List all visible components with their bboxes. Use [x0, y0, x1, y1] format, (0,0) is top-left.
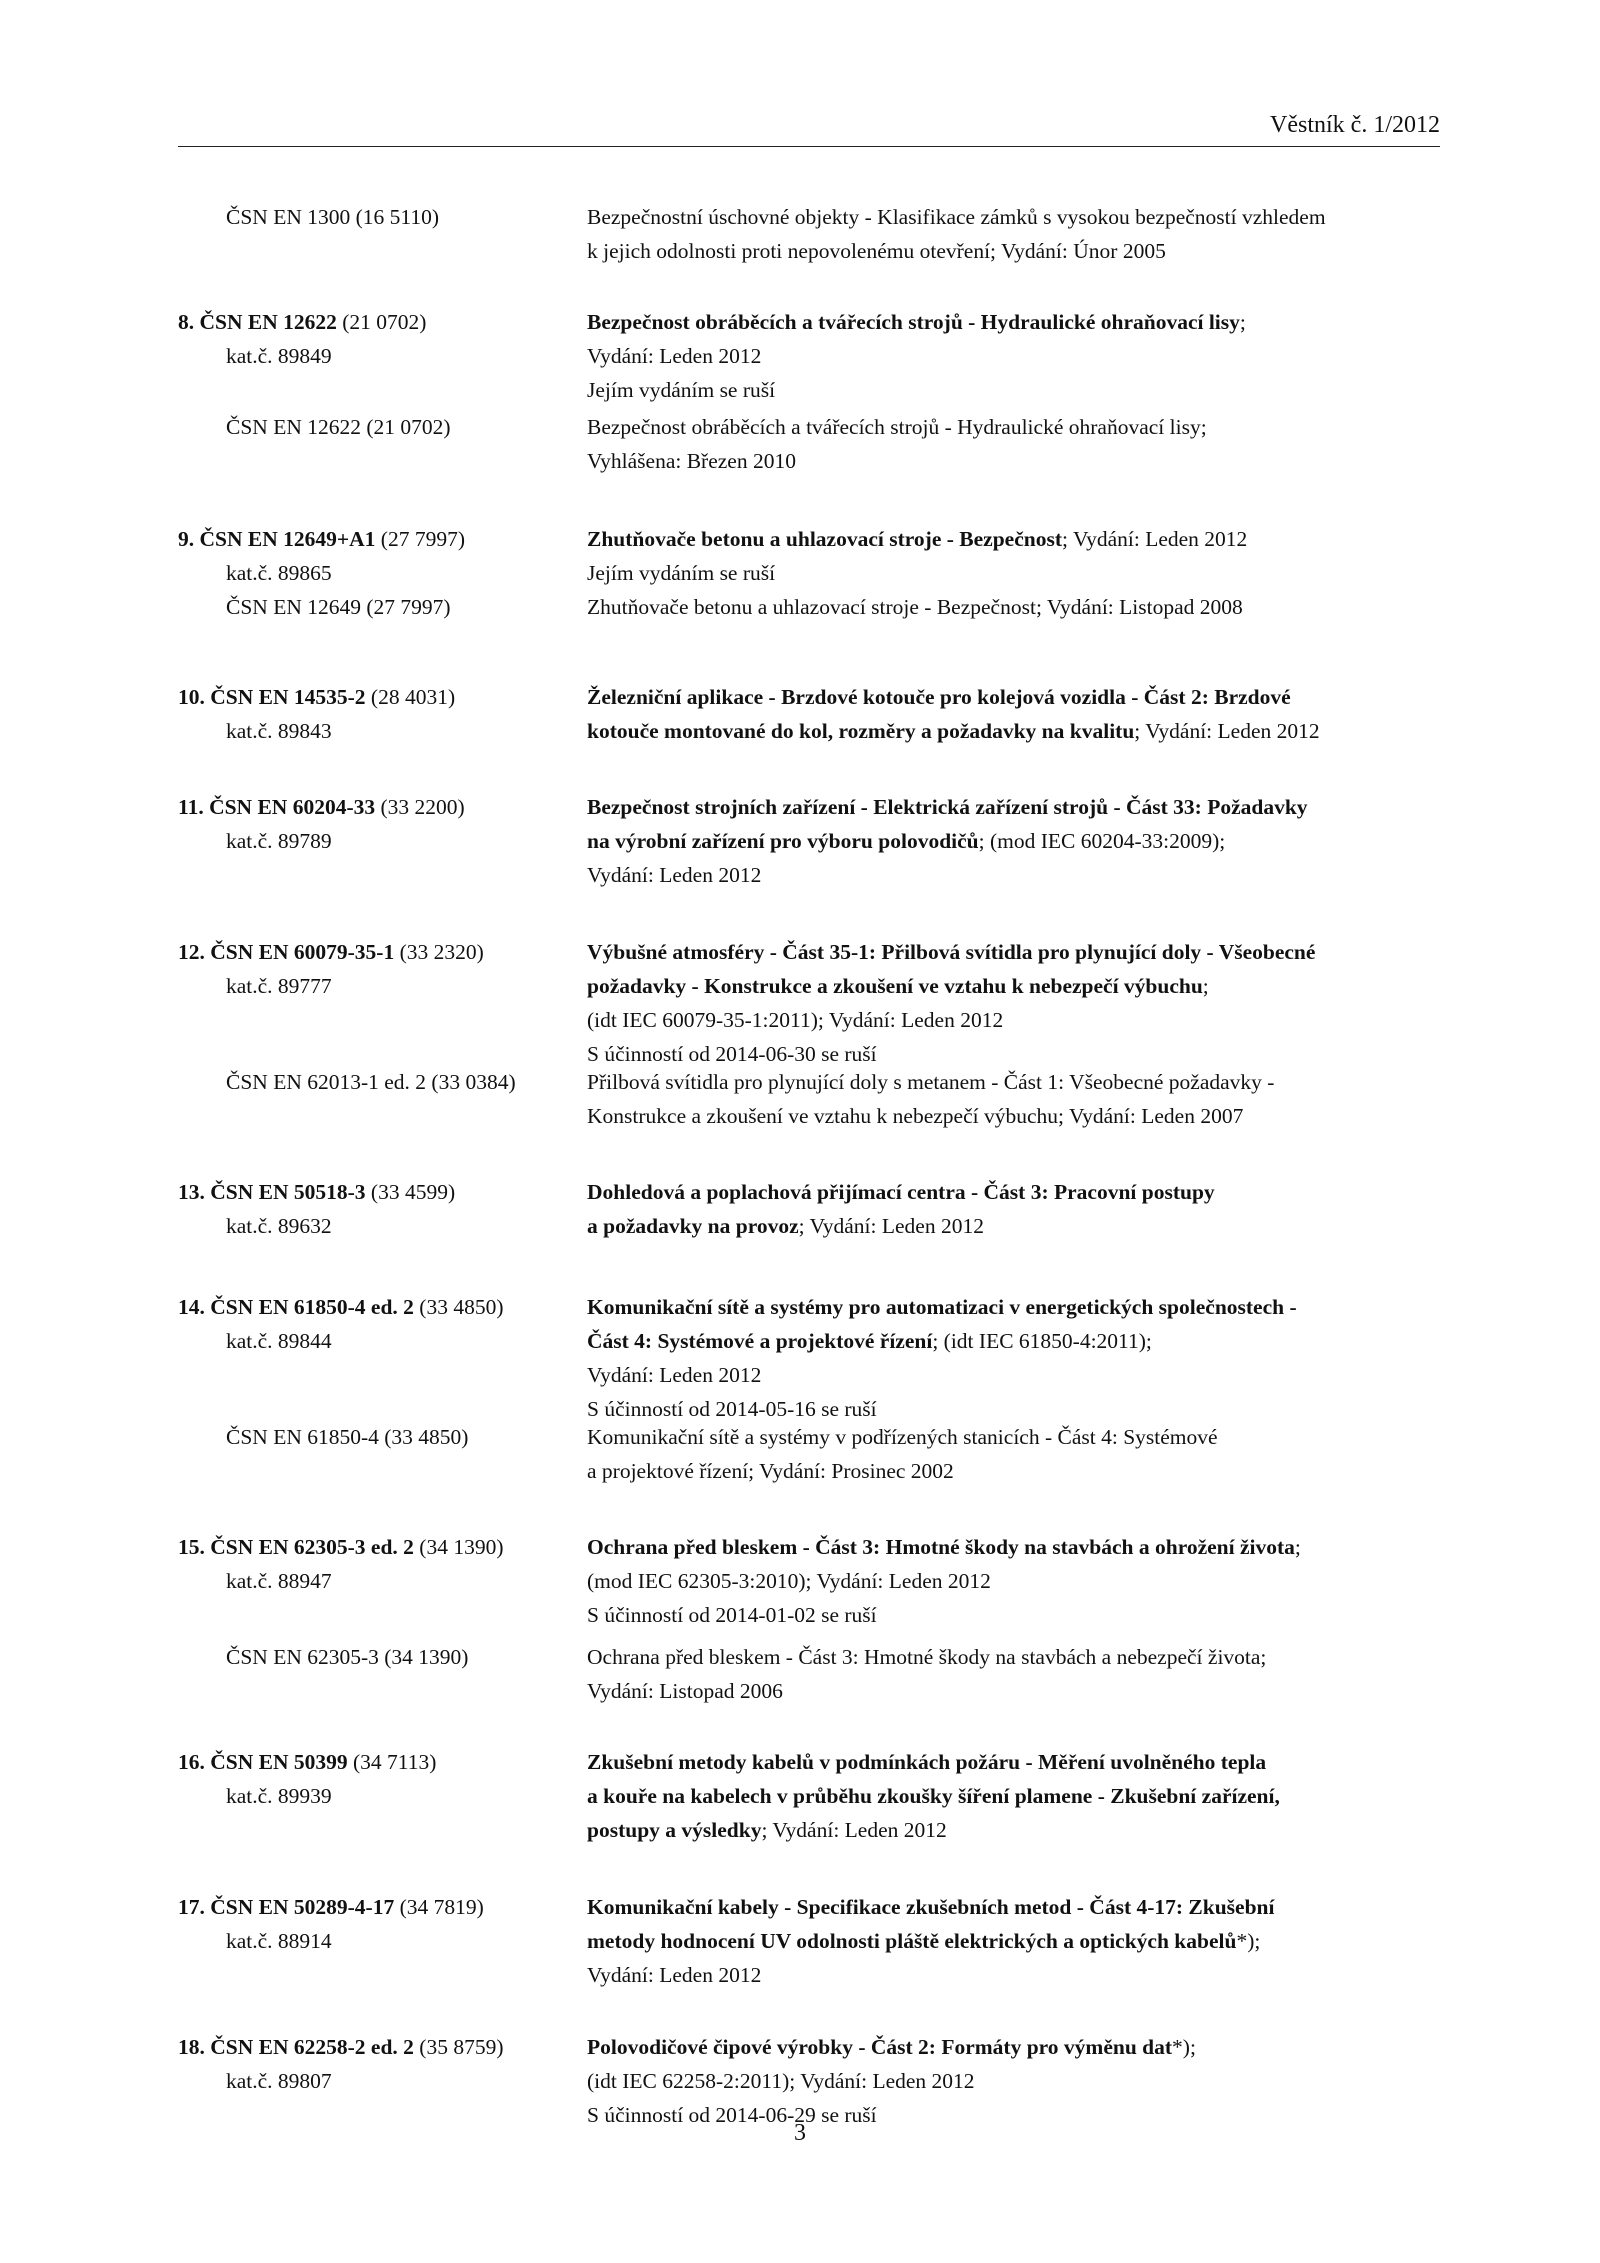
text-line	[587, 680, 1447, 714]
text-line	[587, 410, 1447, 444]
bold-text: metody hodnocení UV odolnosti pláště elektrických a optických kabelů	[587, 1929, 1237, 1953]
standard-title	[587, 522, 1447, 590]
text-line	[587, 444, 1447, 478]
text-span: kat.č. 89843	[226, 719, 332, 743]
text-line	[178, 200, 568, 234]
text-line	[178, 1924, 568, 1958]
standard-title	[587, 790, 1447, 892]
text-line	[178, 680, 568, 714]
text-span: (idt IEC 60079-35-1:2011); Vydání: Leden 2012	[587, 1008, 1004, 1032]
text-span: ČSN EN 62013-1 ed. 2 (33 0384)	[226, 1070, 516, 1094]
standard-title	[587, 1640, 1447, 1708]
bold-text: 12.	[178, 940, 211, 964]
bold-text: 9.	[178, 527, 200, 551]
text-span: (27 7997)	[375, 527, 465, 551]
standard-code	[178, 410, 568, 444]
text-line	[587, 1420, 1447, 1454]
text-span: Zhutňovače betonu a uhlazovací stroje - Bezpečnost; Vydání: Listopad 2008	[587, 595, 1243, 619]
text-span: (idt IEC 62258-2:2011); Vydání: Leden 2012	[587, 2069, 975, 2093]
text-span: ; Vydání: Leden 2012	[1134, 719, 1320, 743]
standard-code	[178, 1890, 568, 1958]
text-line	[587, 1564, 1447, 1598]
text-line	[178, 1290, 568, 1324]
text-span: Přilbová svítidla pro plynující doly s metanem - Část 1: Všeobecné požadavky -	[587, 1070, 1275, 1094]
text-span: (34 7113)	[347, 1750, 437, 1774]
bold-text: 17.	[178, 1895, 211, 1919]
text-span: Vydání: Leden 2012	[587, 863, 762, 887]
text-span: k jejich odolnosti proti nepovolenému otevření; Vydání: Únor 2005	[587, 239, 1166, 263]
text-span: Vydání: Leden 2012	[587, 344, 762, 368]
standard-code	[178, 2030, 568, 2098]
text-line	[587, 1924, 1447, 1958]
text-line	[587, 790, 1447, 824]
standard-title	[587, 1890, 1447, 1992]
bold-text: Část 4: Systémové a projektové řízení	[587, 1329, 933, 1353]
bold-text: Zkušební metody kabelů v podmínkách požáru - Měření uvolněného tepla	[587, 1750, 1267, 1774]
text-line	[587, 858, 1447, 892]
bold-text: ČSN EN 60204-33	[209, 795, 376, 819]
text-span: kat.č. 89777	[226, 974, 332, 998]
standard-title	[587, 200, 1447, 268]
bold-text: 13.	[178, 1180, 211, 1204]
text-line	[178, 410, 568, 444]
text-span: ; Vydání: Leden 2012	[761, 1818, 947, 1842]
standard-code	[178, 305, 568, 373]
page-number: 3	[794, 2120, 806, 2146]
bold-text: Dohledová a poplachová přijímací centra - Část 3: Pracovní postupy	[587, 1180, 1215, 1204]
text-span: *);	[1172, 2035, 1196, 2059]
standard-title	[587, 1175, 1447, 1243]
bold-text: postupy a výsledky	[587, 1818, 762, 1842]
text-line	[587, 1099, 1447, 1133]
bold-text: ČSN EN 50518-3	[210, 1180, 366, 1204]
standard-title	[587, 935, 1447, 1071]
text-span: Konstrukce a zkoušení ve vztahu k nebezpečí výbuchu; Vydání: Leden 2007	[587, 1104, 1244, 1128]
text-span: kat.č. 89807	[226, 2069, 332, 2093]
standard-code	[178, 1065, 568, 1099]
text-span: kat.č. 89632	[226, 1214, 332, 1238]
text-line	[178, 1779, 568, 1813]
text-line	[178, 1564, 568, 1598]
text-line	[178, 1745, 568, 1779]
bold-text: Bezpečnost obráběcích a tvářecích strojů - Hydraulické ohraňovací lisy	[587, 310, 1240, 334]
text-span: Bezpečnost obráběcích a tvářecích strojů - Hydraulické ohraňovací lisy;	[587, 415, 1207, 439]
text-span: kat.č. 89849	[226, 344, 332, 368]
text-line	[587, 1958, 1447, 1992]
text-span: Ochrana před bleskem - Část 3: Hmotné škody na stavbách a nebezpečí života;	[587, 1645, 1267, 1669]
text-span: (34 1390)	[413, 1535, 504, 1559]
bold-text: a kouře na kabelech v průběhu zkoušky šíření plamene - Zkušební zařízení,	[587, 1784, 1280, 1808]
text-line	[587, 556, 1447, 590]
text-line	[178, 969, 568, 1003]
text-line	[178, 2064, 568, 2098]
text-span: kat.č. 89844	[226, 1329, 332, 1353]
standard-code	[178, 1420, 568, 1454]
text-span: ; (idt IEC 61850-4:2011);	[932, 1329, 1152, 1353]
text-line	[178, 590, 568, 624]
standard-title	[587, 305, 1447, 407]
text-line	[178, 1209, 568, 1243]
text-line	[178, 1175, 568, 1209]
text-line	[587, 1890, 1447, 1924]
text-line	[178, 714, 568, 748]
text-span: ;	[1202, 974, 1209, 998]
bold-text: Železniční aplikace - Brzdové kotouče pro kolejová vozidla - Část 2: Brzdové	[587, 685, 1291, 709]
bold-text: ČSN EN 14535-2	[210, 685, 366, 709]
standard-title	[587, 1530, 1447, 1632]
text-line	[587, 1530, 1447, 1564]
text-line	[587, 935, 1447, 969]
text-line	[587, 1324, 1447, 1358]
standard-title	[587, 1065, 1447, 1133]
bold-text: 14.	[178, 1295, 211, 1319]
standard-code	[178, 680, 568, 748]
bold-text: ČSN EN 62258-2 ed. 2	[210, 2035, 414, 2059]
text-span: kat.č. 88914	[226, 1929, 332, 1953]
text-line	[178, 1890, 568, 1924]
text-line	[178, 305, 568, 339]
text-span: ; Vydání: Leden 2012	[1061, 527, 1248, 551]
standard-code	[178, 1745, 568, 1813]
bold-text: ČSN EN 60079-35-1	[210, 940, 395, 964]
text-line	[178, 1530, 568, 1564]
text-line	[587, 1065, 1447, 1099]
text-line	[178, 1420, 568, 1454]
bold-text: požadavky - Konstrukce a zkoušení ve vztahu k nebezpečí výbuchu	[587, 974, 1203, 998]
text-line	[178, 1065, 568, 1099]
bold-text: Komunikační sítě a systémy pro automatizaci v energetických společnostech -	[587, 1295, 1297, 1319]
text-span: S účinností od 2014-05-16 se ruší	[587, 1397, 877, 1421]
text-line	[587, 1779, 1447, 1813]
text-span: Vydání: Listopad 2006	[587, 1679, 783, 1703]
standard-code	[178, 1640, 568, 1674]
text-line	[587, 590, 1447, 624]
text-span: Vyhlášena: Březen 2010	[587, 449, 796, 473]
standard-code	[178, 790, 568, 858]
text-span: Jejím vydáním se ruší	[587, 561, 776, 585]
standard-code	[178, 522, 568, 590]
text-span: kat.č. 88947	[226, 1569, 332, 1593]
bold-text: ČSN EN 61850-4 ed. 2	[210, 1295, 414, 1319]
text-span: (35 8759)	[413, 2035, 504, 2059]
text-line	[587, 824, 1447, 858]
standard-title	[587, 1745, 1447, 1847]
text-line	[587, 1640, 1447, 1674]
text-line	[178, 935, 568, 969]
text-line	[587, 1813, 1447, 1847]
bold-text: 15.	[178, 1535, 211, 1559]
bold-text: 8.	[178, 310, 200, 334]
journal-title: Věstník č. 1/2012	[1270, 112, 1440, 138]
text-line	[587, 1674, 1447, 1708]
text-line	[178, 2030, 568, 2064]
text-span: Bezpečnostní úschovné objekty - Klasifikace zámků s vysokou bezpečností vzhledem	[587, 205, 1326, 229]
standard-title	[587, 410, 1447, 478]
bold-text: Bezpečnost strojních zařízení - Elektrická zařízení strojů - Část 33: Požadavky	[587, 795, 1308, 819]
text-line	[587, 373, 1447, 407]
bold-text: 11.	[178, 795, 210, 819]
text-line	[587, 1598, 1447, 1632]
text-line	[587, 1290, 1447, 1324]
text-line	[587, 1454, 1447, 1488]
text-span: (33 2200)	[375, 795, 465, 819]
text-line	[587, 1175, 1447, 1209]
text-line	[587, 1745, 1447, 1779]
text-span: kat.č. 89939	[226, 1784, 332, 1808]
text-span: *);	[1236, 1929, 1261, 1953]
text-span: (33 2320)	[394, 940, 484, 964]
text-line	[587, 1358, 1447, 1392]
text-line	[178, 824, 568, 858]
text-span: ;	[1239, 310, 1246, 334]
text-span: ; Vydání: Leden 2012	[798, 1214, 984, 1238]
bold-text: ČSN EN 12622	[199, 310, 337, 334]
text-span: S účinností od 2014-06-30 se ruší	[587, 1042, 877, 1066]
text-span: Vydání: Leden 2012	[587, 1363, 762, 1387]
text-span: ČSN EN 12649 (27 7997)	[226, 595, 451, 619]
bold-text: Komunikační kabely - Specifikace zkušebních metod - Část 4-17: Zkušební	[587, 1895, 1275, 1919]
text-line	[178, 1324, 568, 1358]
text-span: kat.č. 89789	[226, 829, 332, 853]
text-span: ; (mod IEC 60204-33:2009);	[978, 829, 1226, 853]
text-line	[178, 1640, 568, 1674]
text-line	[587, 339, 1447, 373]
text-line	[178, 790, 568, 824]
standard-code	[178, 1530, 568, 1598]
bold-text: Výbušné atmosféry - Část 35-1: Přilbová svítidla pro plynující doly - Všeobecné	[587, 940, 1316, 964]
standard-title	[587, 590, 1447, 624]
bold-text: kotouče montované do kol, rozměry a požadavky na kvalitu	[587, 719, 1135, 743]
bold-text: 18.	[178, 2035, 211, 2059]
text-span: Komunikační sítě a systémy v podřízených stanicích - Část 4: Systémové	[587, 1425, 1218, 1449]
bold-text: Ochrana před bleskem - Část 3: Hmotné škody na stavbách a ohrožení života	[587, 1535, 1295, 1559]
text-span: ;	[1294, 1535, 1301, 1559]
text-line	[587, 200, 1447, 234]
text-span: S účinností od 2014-01-02 se ruší	[587, 1603, 877, 1627]
bold-text: 16.	[178, 1750, 211, 1774]
text-span: Jejím vydáním se ruší	[587, 378, 776, 402]
text-line	[587, 969, 1447, 1003]
text-span: a projektové řízení; Vydání: Prosinec 2002	[587, 1459, 954, 1483]
bold-text: Polovodičové čipové výrobky - Část 2: Formáty pro výměnu dat	[587, 2035, 1173, 2059]
text-span: ČSN EN 62305-3 (34 1390)	[226, 1645, 469, 1669]
text-span: Vydání: Leden 2012	[587, 1963, 762, 1987]
bold-text: Zhutňovače betonu a uhlazovací stroje - Bezpečnost	[587, 527, 1062, 551]
text-span: (33 4850)	[413, 1295, 504, 1319]
text-line	[587, 305, 1447, 339]
bold-text: ČSN EN 12649+A1	[199, 527, 376, 551]
text-line	[178, 556, 568, 590]
text-span: (34 7819)	[394, 1895, 484, 1919]
bold-text: ČSN EN 50399	[210, 1750, 348, 1774]
text-span: (21 0702)	[336, 310, 427, 334]
text-line	[587, 2064, 1447, 2098]
standard-code	[178, 1175, 568, 1243]
text-span: (mod IEC 62305-3:2010); Vydání: Leden 2012	[587, 1569, 991, 1593]
text-line	[587, 522, 1447, 556]
standard-code	[178, 1290, 568, 1358]
text-line	[587, 714, 1447, 748]
text-span: ČSN EN 1300 (16 5110)	[226, 205, 440, 229]
text-span: (28 4031)	[365, 685, 456, 709]
text-span: ČSN EN 61850-4 (33 4850)	[226, 1425, 469, 1449]
bold-text: ČSN EN 50289-4-17	[210, 1895, 395, 1919]
bold-text: a požadavky na provoz	[587, 1214, 799, 1238]
text-span: ČSN EN 12622 (21 0702)	[226, 415, 451, 439]
bold-text: ČSN EN 62305-3 ed. 2	[210, 1535, 414, 1559]
text-line	[587, 234, 1447, 268]
text-line	[587, 2030, 1447, 2064]
text-span: (33 4599)	[365, 1180, 456, 1204]
text-span: kat.č. 89865	[226, 561, 332, 585]
standard-title	[587, 1420, 1447, 1488]
standard-code	[178, 590, 568, 624]
text-line	[587, 1003, 1447, 1037]
text-line	[178, 339, 568, 373]
bold-text: 10.	[178, 685, 211, 709]
page-header	[178, 104, 1440, 147]
text-line	[178, 522, 568, 556]
standard-title	[587, 2030, 1447, 2132]
standard-title	[587, 680, 1447, 748]
standard-title	[587, 1290, 1447, 1426]
text-line	[587, 1209, 1447, 1243]
text-span: S účinností od 2014-06-29 se ruší	[587, 2103, 877, 2127]
bold-text: na výrobní zařízení pro výboru polovodičů	[587, 829, 979, 853]
standard-code	[178, 200, 568, 234]
standard-code	[178, 935, 568, 1003]
